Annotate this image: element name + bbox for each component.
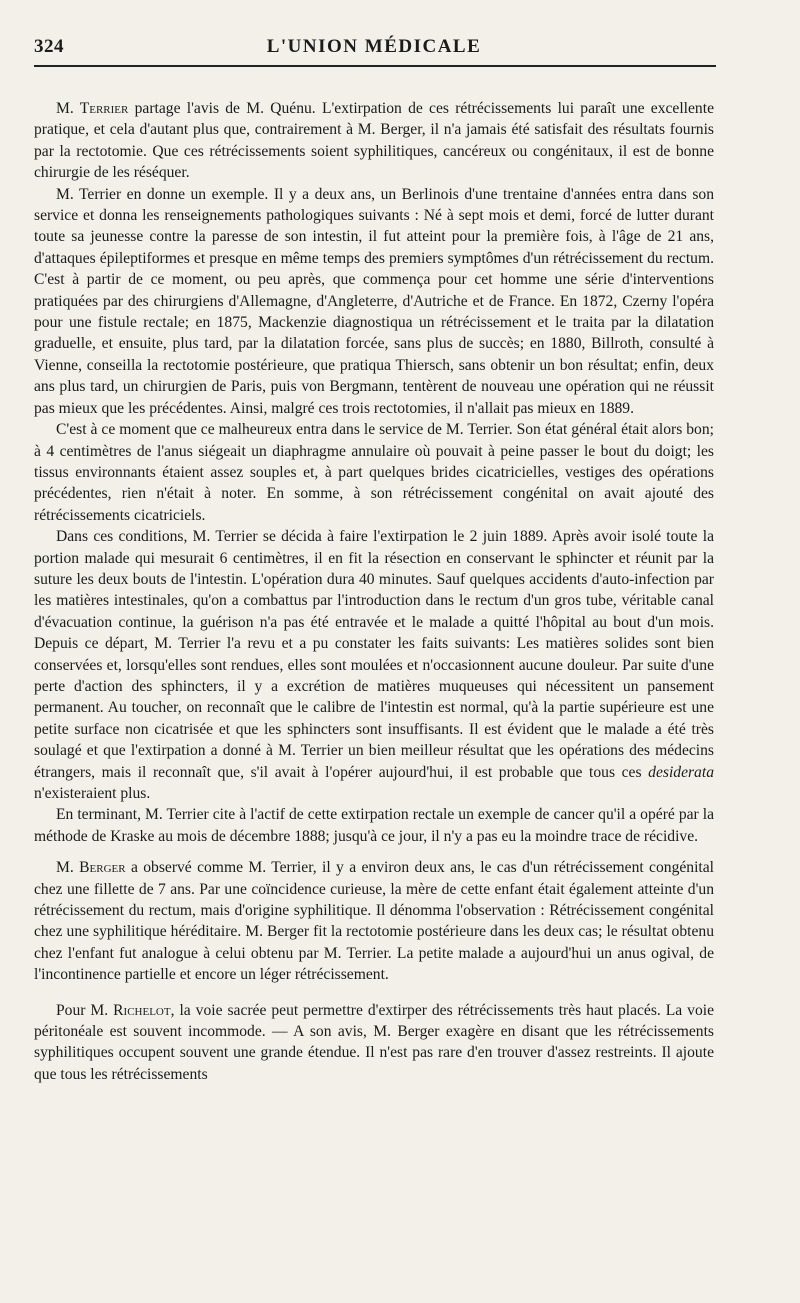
- paragraph-operation: [34, 526, 714, 804]
- paragraph-conclusion: [34, 804, 714, 847]
- paragraph-text: a observé comme M. Terrier, il y a environ deux ans, le cas d'un rétrécissement congénital chez une fillette de 7 ans. Par une coïncidence curieuse, la mère de cette enfant était également atteinte d'un rétrécissement du rectum, mais d'origine syphilitique. Il dénomma l'observation : Rétrécissement congénital chez une syphilitique héréditaire. M. Berger fit la rectotomie postérieure dans les deux cas; le résultat obtenu chez l'enfant fut analogue à celui obtenu par M. Terrier. La petite malade a aujourd'hui un anus ogival, de l'incontinence partielle et encore un léger rétrécissement.: [34, 859, 715, 984]
- paragraph-prefix: Pour: [56, 1001, 91, 1019]
- header-rule: [34, 65, 716, 67]
- running-title: L'UNION MÉDICALE: [266, 36, 482, 57]
- paragraph-text: , la voie sacrée peut permettre d'extirper des rétrécissements très haut placés. La voie péritonéale est souvent incommode. — A son avis, M. Berger exagère en disant que les rétrécissements syphilitiques occupent souvent une grande étendue. Il n'est pas rare d'en trouver d'assez restreints. Il ajoute que tous les rétrécissements: [34, 1001, 715, 1083]
- page-number: 324: [34, 36, 64, 57]
- paragraph-richelot: [34, 1000, 714, 1086]
- paragraph-text-tail: n'existeraient plus.: [34, 785, 151, 802]
- speaker-name: M. Berger: [56, 859, 126, 877]
- paragraph-text: Dans ces conditions, M. Terrier se décida à faire l'extirpation le 2 juin 1889. Après avoir isolé toute la portion malade qui mesurait 6 centimètres, il en fit la résection en conservant le sphincter et réunit par la suture les deux bouts de l'intestin. L'opération dura 40 minutes. Sauf quelques accidents d'auto-infection par les matières intestinales, qu'on a combattus par l'introduction dans le rectum d'un gros tube, véritable canal d'évacuation continue, la guérison n'a pas été entravée et le malade a quitté l'hôpital au bout d'un mois. Depuis ce départ, M. Terrier l'a revu et a pu constater les faits suivants: Les matières solides sont bien conservées et, lorsqu'elles sont rendues, elles sont moulées et n'occasionnent aucune douleur. Par suite d'une perte d'action des sphincters, il y a excrétion de matières muqueuses qui nécessitent un pansement permanent. Au toucher, on reconnaît que le calibre de l'intestin est normal, qu'à la partie supérieure est une petite surface non cicatrisée et que les sphincters sont insuffisants. Il est évident que le malade a été très soulagé et que l'extirpation a donné à M. Terrier un bien meilleur résultat que les opérations des médecins étrangers, mais il reconnaît que, s'il avait à l'opérer aujourd'hui, il est probable que tous ces: [34, 528, 714, 781]
- page-header: [34, 30, 714, 60]
- paragraph-text: M. Terrier en donne un exemple. Il y a deux ans, un Berlinois d'une trentaine d'années entra dans son service et donna les renseignements pathologiques suivants : Né à sept mois et demi, forcé de lutter durant toute sa jeunesse contre la paresse de son intestin, il fut atteint pour la première fois, à l'âge de 21 ans, d'attaques épileptiformes et presque en même temps des premiers symptômes d'un rétrécissement du rectum. C'est à partir de ce moment, ou peu après, que commença pour cet homme une série d'interventions pratiquées par des chirurgiens d'Allemagne, d'Angleterre, d'Autriche et de France. En 1872, Czerny l'opéra pour une fistule rectale; en 1875, Mackenzie diagnostiqua un rétrécissement et le traita par la dilatation graduelle, et ensuite, plus tard, par la dilatation forcée, sans plus de succès; en 1880, Billroth, consulté à Vienne, conseilla la rectotomie postérieure, que pratiqua Thiersch, sans obtenir un bon résultat; enfin, deux ans plus tard, un chirurgien de Paris, puis von Bergmann, tentèrent de nouveau une opération qui ne réussit pas mieux que les précédentes. Ainsi, malgré ces trois rectotomies, il n'allait pas mieux en 1889.: [34, 185, 714, 417]
- paragraph-text: En terminant, M. Terrier cite à l'actif de cette extirpation rectale un exemple de cancer qu'il a opéré par la méthode de Kraske au mois de décembre 1888; jusqu'à ce jour, il n'y a pas eu la moindre trace de récidive.: [34, 806, 714, 845]
- italic-term: desiderata: [648, 763, 714, 781]
- paragraph-terrier-opinion: [34, 98, 714, 184]
- paragraph-patient-state: [34, 419, 714, 526]
- speaker-name: M. Richelot: [90, 1001, 171, 1019]
- article-body: [34, 98, 714, 1085]
- paragraph-berger: [34, 857, 714, 985]
- paragraph-text: C'est à ce moment que ce malheureux entra dans le service de M. Terrier. Son état général était alors bon; à 4 centimètres de l'anus siégeait un diaphragme annulaire où pouvait à peine passer le bout du doigt; les tissus environnants étaient assez souples et, à part quelques brides cicatricielles, vestiges des opérations précédentes, rien n'était à noter. En somme, à son rétrécissement congénital on avait ajouté des rétrécissements cicatriciels.: [34, 421, 714, 524]
- paragraph-text: partage l'avis de M. Quénu. L'extirpation de ces rétrécissements lui paraît une excellente pratique, et cela d'autant plus que, contrairement à M. Berger, il n'a jamais été satisfait des résultats fournis par la rectotomie. Que ces rétrécissements soient syphilitiques, cancéreux ou congénitaux, il est de bonne chirurgie de les réséquer.: [34, 100, 714, 182]
- speaker-name: M. Terrier: [56, 100, 129, 117]
- paragraph-terrier-example: [34, 184, 714, 419]
